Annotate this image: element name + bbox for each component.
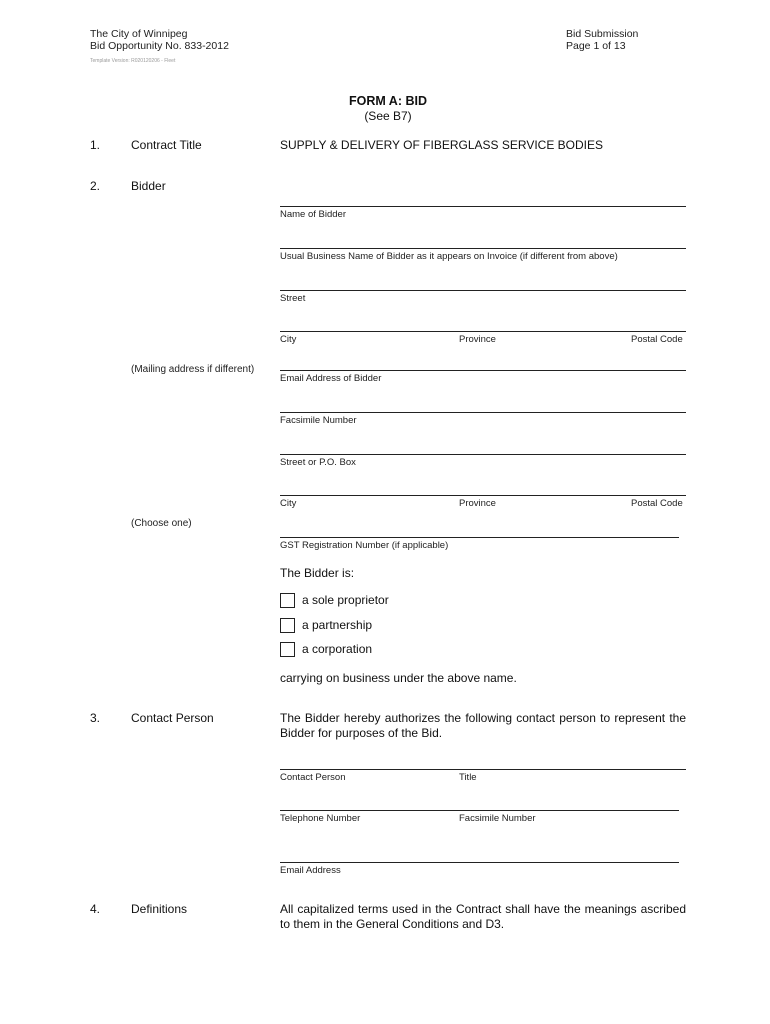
facsimile-label: Facsimile Number: [280, 415, 357, 426]
carrying-on-business-text: carrying on business under the above name.: [280, 671, 517, 685]
business-name-line[interactable]: [280, 248, 686, 249]
partnership-checkbox[interactable]: [280, 618, 295, 633]
choose-one-note: (Choose one): [131, 518, 192, 529]
form-subtitle: (See B7): [364, 109, 412, 123]
contact-person-line[interactable]: [280, 769, 686, 770]
header-page-number: Page 1 of 13: [566, 40, 626, 52]
sole-proprietor-label: a sole proprietor: [302, 593, 389, 607]
header-city: The City of Winnipeg: [90, 28, 188, 40]
section-4-number: 4.: [90, 902, 101, 916]
definitions-text: All capitalized terms used in the Contract shall have the meanings ascribed to them in the General Conditions and D3.: [280, 902, 686, 931]
contact-person-label: Contact Person: [280, 772, 346, 783]
business-name-label: Usual Business Name of Bidder as it appears on Invoice (if different from above): [280, 251, 618, 262]
contact-email-label: Email Address: [280, 865, 341, 876]
header-bid-submission: Bid Submission: [566, 28, 639, 40]
name-of-bidder-line[interactable]: [280, 206, 686, 207]
partnership-label: a partnership: [302, 618, 373, 632]
po-box-line[interactable]: [280, 454, 686, 455]
email-of-bidder-label: Email Address of Bidder: [280, 373, 382, 384]
sole-proprietor-checkbox[interactable]: [280, 593, 295, 608]
province-label: Province: [459, 334, 496, 345]
po-box-label: Street or P.O. Box: [280, 457, 356, 468]
contact-email-line[interactable]: [280, 862, 679, 863]
section-1-label: Contract Title: [131, 138, 202, 152]
mailing-province-label: Province: [459, 498, 496, 509]
gst-line[interactable]: [280, 537, 679, 538]
contact-title-label: Title: [459, 772, 477, 783]
section-4-label: Definitions: [131, 902, 188, 916]
bidder-is-label: The Bidder is:: [280, 566, 355, 580]
contract-title-value: SUPPLY & DELIVERY OF FIBERGLASS SERVICE BODIES: [280, 138, 604, 152]
contact-facsimile-label: Facsimile Number: [459, 813, 536, 824]
section-2-label: Bidder: [131, 179, 166, 193]
mailing-address-note: (Mailing address if different): [131, 364, 255, 375]
email-of-bidder-line[interactable]: [280, 370, 686, 371]
section-1-number: 1.: [90, 138, 101, 152]
gst-label: GST Registration Number (if applicable): [280, 540, 449, 551]
section-3-number: 3.: [90, 711, 101, 725]
street-label: Street: [280, 293, 306, 304]
corporation-checkbox[interactable]: [280, 642, 295, 657]
facsimile-line[interactable]: [280, 412, 686, 413]
postal-code-label: Postal Code: [631, 334, 683, 345]
header-bid-opportunity: Bid Opportunity No. 833-2012: [90, 40, 229, 52]
form-title: FORM A: BID: [349, 94, 427, 108]
contact-authorization-text: The Bidder hereby authorizes the following contact person to represent the Bidder for purposes of the Bid.: [280, 711, 686, 740]
city-province-postal-line[interactable]: [280, 331, 686, 332]
section-3-label: Contact Person: [131, 711, 214, 725]
street-line[interactable]: [280, 290, 686, 291]
corporation-label: a corporation: [302, 642, 373, 656]
telephone-line[interactable]: [280, 810, 679, 811]
header-template-version: Template Version: R020120206 - Fleet: [90, 58, 176, 64]
section-2-number: 2.: [90, 179, 101, 193]
telephone-label: Telephone Number: [280, 813, 361, 824]
mailing-postal-code-label: Postal Code: [631, 498, 683, 509]
name-of-bidder-label: Name of Bidder: [280, 209, 347, 220]
city-label: City: [280, 334, 297, 345]
mailing-city-label: City: [280, 498, 297, 509]
mailing-city-line[interactable]: [280, 495, 686, 496]
